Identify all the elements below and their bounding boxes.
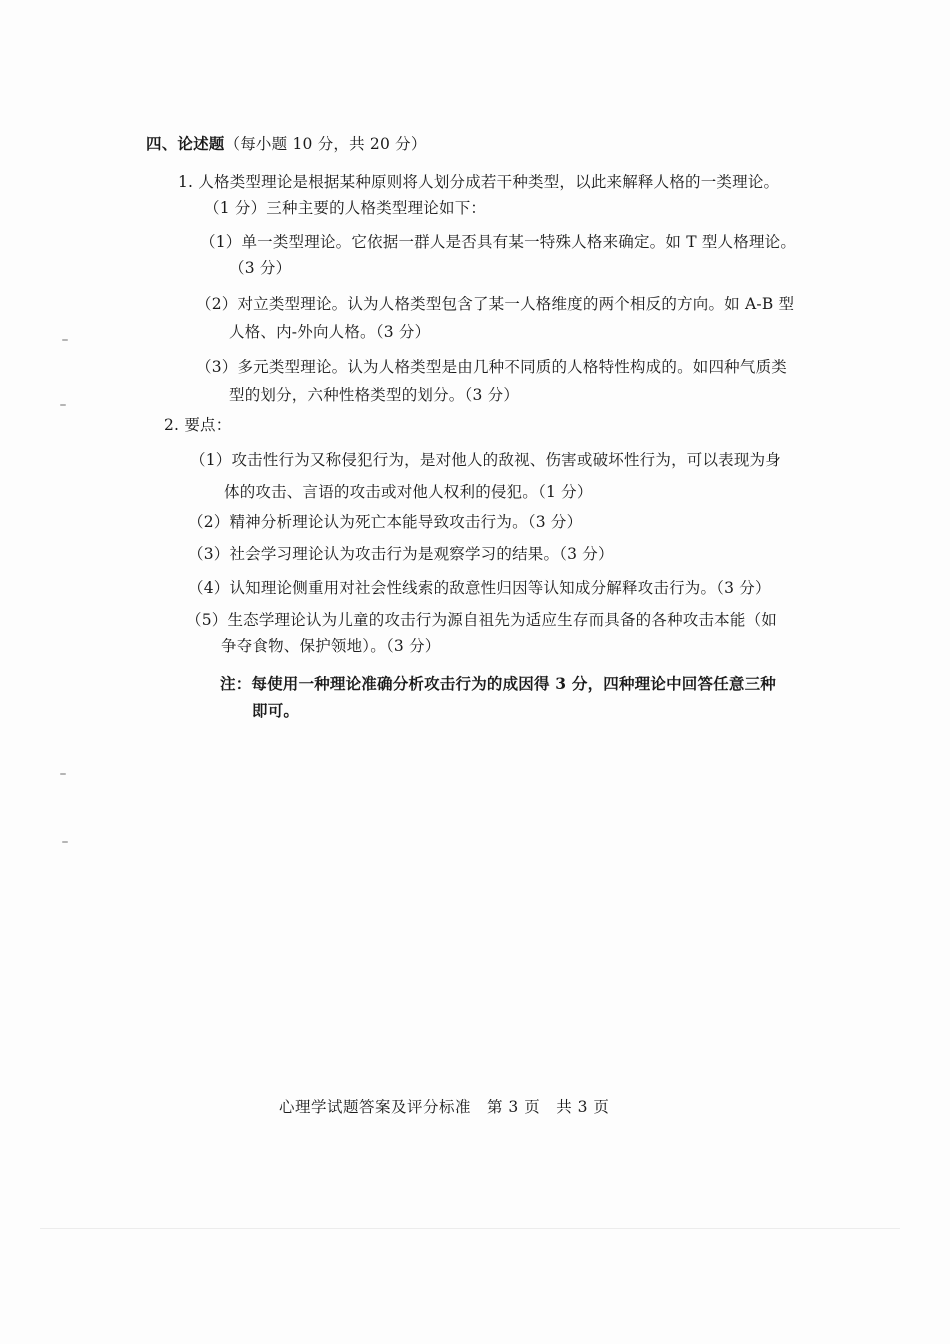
q1-item-2: （2）对立类型理论。认为人格类型包含了某一人格维度的两个相反的方向。如 A-B 型 <box>196 295 795 313</box>
q2-item-1: （1）攻击性行为又称侵犯行为，是对他人的敌视、伤害或破坏性行为，可以表现为身 <box>190 451 781 469</box>
q2-item-4: （4）认知理论侧重用对社会性线索的敌意性归因等认知成分解释攻击行为。（3 分） <box>188 579 771 597</box>
scan-speck <box>60 773 66 775</box>
scan-speck <box>62 339 68 341</box>
q2-item-3: （3）社会学习理论认为攻击行为是观察学习的结果。（3 分） <box>188 545 614 563</box>
q1-item-1-cont: （3 分） <box>229 259 292 277</box>
q1-item-3-cont: 型的划分，六种性格类型的划分。（3 分） <box>229 386 520 404</box>
q1-item-3: （3）多元类型理论。认为人格类型是由几种不同质的人格特性构成的。如四种气质类 <box>196 358 787 376</box>
page-footer: 心理学试题答案及评分标准 第 3 页 共 3 页 <box>279 1098 610 1116</box>
section-heading-note: （每小题 10 分，共 20 分） <box>224 135 427 153</box>
scan-speck <box>62 841 68 843</box>
q1-item-2-cont: 人格、内-外向人格。（3 分） <box>229 323 431 341</box>
q2-item-5-cont: 争夺食物、保护领地）。（3 分） <box>221 637 441 655</box>
q2-item-1-cont: 体的攻击、言语的攻击或对他人权利的侵犯。（1 分） <box>224 483 593 501</box>
scan-edge-line <box>40 1228 900 1229</box>
q2-item-2: （2）精神分析理论认为死亡本能导致攻击行为。（3 分） <box>188 513 583 531</box>
scoring-note-cont: 即可。 <box>252 701 300 720</box>
q2-item-5: （5）生态学理论认为儿童的攻击行为源自祖先为适应生存而具备的各种攻击本能（如 <box>186 611 777 629</box>
q1-intro-line-2: （1 分）三种主要的人格类型理论如下： <box>204 199 487 217</box>
q2-label: 2. 要点： <box>164 416 232 434</box>
scoring-note: 注：每使用一种理论准确分析攻击行为的成因得 3 分，四种理论中回答任意三种 <box>220 674 776 693</box>
section-heading <box>146 134 427 154</box>
scan-speck <box>60 404 66 406</box>
q1-intro-line: 1. 人格类型理论是根据某种原则将人划分成若干种类型，以此来解释人格的一类理论。 <box>178 173 780 191</box>
section-heading-title: 四、论述题 <box>146 134 225 153</box>
q1-item-1: （1）单一类型理论。它依据一群人是否具有某一特殊人格来确定。如 T 型人格理论。 <box>200 233 797 251</box>
